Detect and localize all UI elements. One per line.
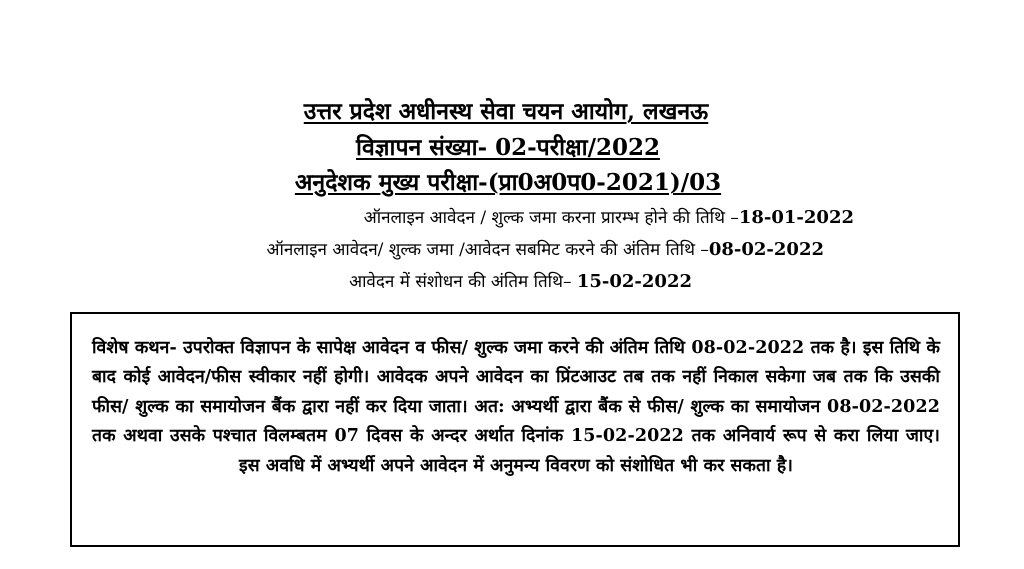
date-label: ऑनलाइन आवेदन / शुल्क जमा करना प्रारम्भ होने की तिथि – <box>363 208 739 228</box>
special-notice-text: विशेष कथन- उपरोक्त विज्ञापन के सापेक्ष आवेदन व फीस/ शुल्क जमा करने की अंतिम तिथि 08-02-2022 तक है। इस तिथि के बाद कोई आवेदन/फीस स्वीकार नहीं होगी। आवेदक अपने आवेदन का प्रिंटआउट तब तक नहीं निकाल सकेगा जब तक कि उसकी फीस/ शुल्क का समायोजन बैंक द्वारा नहीं कर दिया जाता। अत: अभ्यर्थी द्वारा बैंक से फीस/ शुल्क का समायोजन 08-02-2022 तक अथवा उसके पश्चात विलम्बतम 07 दिवस के अन्दर अर्थात दिनांक 15-02-2022 तक अनिवार्य रूप से करा लिया जाए। इस अवधि में अभ्यर्थी अपने आवेदन में अनुमन्य विवरण को संशोधित भी कर सकता है। <box>92 338 940 476</box>
organization-title <box>0 97 1018 127</box>
date-line-correction <box>349 270 692 294</box>
special-notice-box <box>70 312 960 547</box>
exam-title <box>0 168 1020 198</box>
date-value: 15-02-2022 <box>576 271 692 292</box>
date-value: 18-01-2022 <box>738 207 854 228</box>
date-label: ऑनलाइन आवेदन/ शुल्क जमा /आवेदन सबमिट करने की अंतिम तिथि – <box>266 240 709 260</box>
date-label: आवेदन में संशोधन की अंतिम तिथि– <box>349 272 577 292</box>
advertisement-number <box>0 133 1020 163</box>
exam-title-text: अनुदेशक मुख्य परीक्षा-(प्रा0अ0प0-2021)/03 <box>294 169 722 196</box>
advertisement-number-text: विज्ञापन संख्या- 02-परीक्षा/2022 <box>356 134 660 161</box>
organization-title-text: उत्तर प्रदेश अधीनस्थ सेवा चयन आयोग, लखनऊ <box>303 98 709 125</box>
date-value: 08-02-2022 <box>708 239 824 260</box>
date-line-last <box>266 238 824 262</box>
date-line-start <box>364 206 854 230</box>
